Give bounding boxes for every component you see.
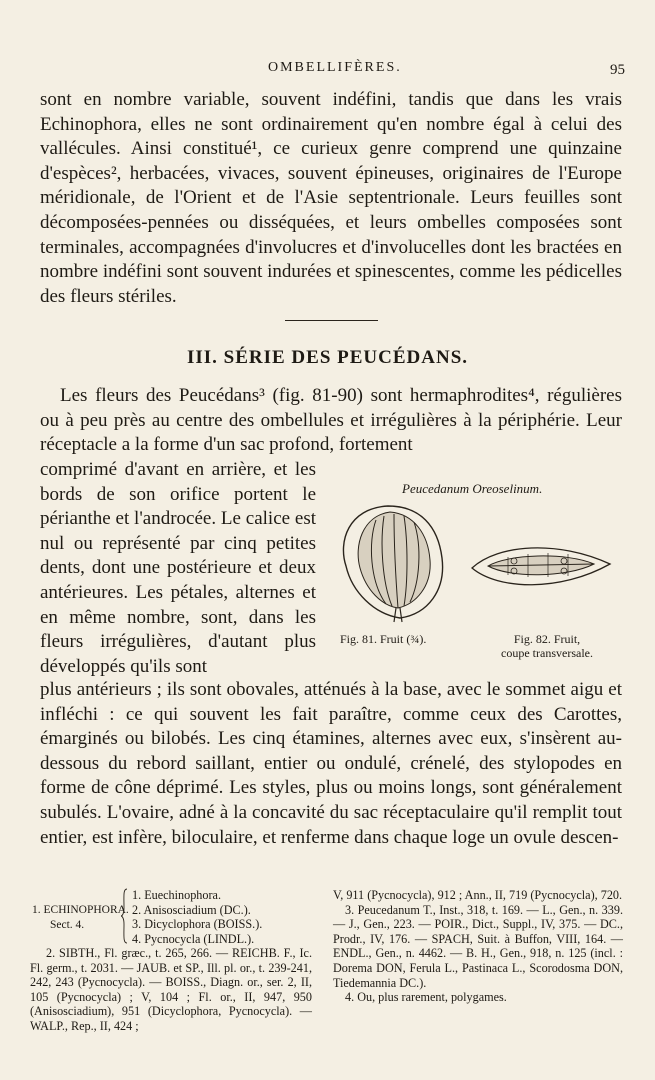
footnote-2-continued: V, 911 (Pycnocycla), 912 ; Ann., II, 719 (Pycnocycla), 720.: [333, 888, 623, 902]
section-item: 4. Pycnocycla (LINDL.).: [132, 931, 255, 946]
section-item: 3. Dicyclophora (BOISS.).: [132, 917, 263, 932]
figure-82-caption: [478, 632, 616, 660]
figure-82-caption-line1: Fig. 82. Fruit,: [513, 632, 581, 646]
brace-icon: [120, 888, 128, 944]
footnote-1-section-list: [132, 888, 312, 946]
footnote-4: 4. Ou, plus rarement, polygames.: [345, 990, 507, 1005]
page-number: 95: [610, 62, 625, 78]
section-divider: [285, 320, 378, 321]
figure-81-caption: Fig. 81. Fruit (¾).: [340, 632, 427, 646]
footnote-2: 2. SIBTH., Fl. græc., t. 265, 266. — REICHB. F., Ic. Fl. germ., t. 2031. — JAUB. et SP., Ill. pl. or., t. 239-241, 242, 243 (Pycnocycla). — BOISS., Diagn. or., ser. 2, II, 105 (Pycnocycla) ; V, 104 ; Fl. or., II, 947, 950 (Anisosciadium), 951 (Dicyclophora, Pycnocycla). — WALP., Rep., II, 424 ;: [30, 946, 312, 1033]
footnote-3: 3. Peucedanum T., Inst., 318, t. 169. — L., Gen., n. 339. — J., Gen., 223. — POIR., Dict., Suppl., IV, 375. — DC., Prodr., IV, 176. — SPACH, Suit. à Buffon, VIII, 164. — ENDL., Gen., n. 4462. — B. H., Gen., 918, n. 125 (incl. : Dorema DON, Ferula L., Pastinaca L., Scorodosma DON, Tiedemannia DC.).: [333, 902, 623, 990]
cross-section-illustration: [472, 548, 610, 585]
section-item: 2. Anisosciadium (DC.).: [132, 902, 251, 917]
footnote-1-sect: Sect. 4.: [50, 919, 85, 931]
footnote-1-genus: 1. ECHINOPHORA.: [32, 904, 129, 916]
figure-82-caption-line2: coupe transversale.: [501, 646, 593, 660]
running-head: OMBELLIFÈRES.: [268, 60, 402, 75]
footnote-1: [30, 888, 312, 946]
paragraph-peucedans-intro: Les fleurs des Peucédans³ (fig. 81-90) sont hermaphrodites⁴, régulières ou à peu près au centre des ombellules et irrégulières à la périphérie. Leur réceptacle a la forme d'un sac profond, fortement: [40, 385, 622, 456]
paragraph-peucedans-beside-figure: comprimé d'avant en arrière, et les bords de son orifice portent le périanthe et l'androcée. Le calice est nul ou représenté par cinq petites dents, dont une postérieure et deux antérieures. Les pétales, alternes et en même nombre, sont, dans les fleurs irrégulières, d'autant plus développés qu'ils sont: [40, 459, 316, 677]
footnotes-right-column: [333, 888, 623, 1005]
section-title: III. SÉRIE DES PEUCÉDANS.: [186, 347, 469, 368]
page-header: [0, 60, 655, 82]
paragraph-echinophora: sont en nombre variable, souvent indéfini, tandis que dans les vrais Echinophora, elles ne sont ordinairement qu'en nombre égal à celui des vallécules. Ainsi constitué¹, ce curieux genre comprend une quinzaine d'espèces², herbacées, vivaces, souvent épineuses, originaires de l'Europe méridionale, de l'Orient et de l'Asie septentrionale. Leurs feuilles sont décomposées-pennées ou disséquées, et leurs ombelles composées sont terminales, accompagnées d'involucres et d'involucelles dont les bractées en nombre indéfini sont souvent indurées et spinescentes, comme les pédicelles des fleurs stériles.: [40, 89, 622, 307]
footnotes-left-column: [30, 888, 312, 1034]
section-item: 1. Euechinophora.: [132, 888, 222, 902]
paragraph-peucedans-continued: plus antérieurs ; ils sont obovales, atténués à la base, avec le sommet aigu et infléchi : ce qui souvent les fait paraître, comme ceux des Carottes, émarginés ou bilobés. Les cinq étamines, alternes avec eux, s'insèrent au-dessous du rebord saillant, entier ou ondulé, crénelé, des stylopodes en forme de cône déprimé. Les styles, plus ou moins longs, sont généralement subulés. L'ovaire, adné à la concavité du sac réceptaculaire qu'il remplit tout entier, est infère, biloculaire, et renferme dans chaque loge un ovule descen-: [40, 679, 622, 848]
figure-illustration: [338, 502, 616, 624]
fruit-illustration: [343, 506, 442, 622]
figure-title: Peucedanum Oreoselinum.: [402, 481, 543, 496]
